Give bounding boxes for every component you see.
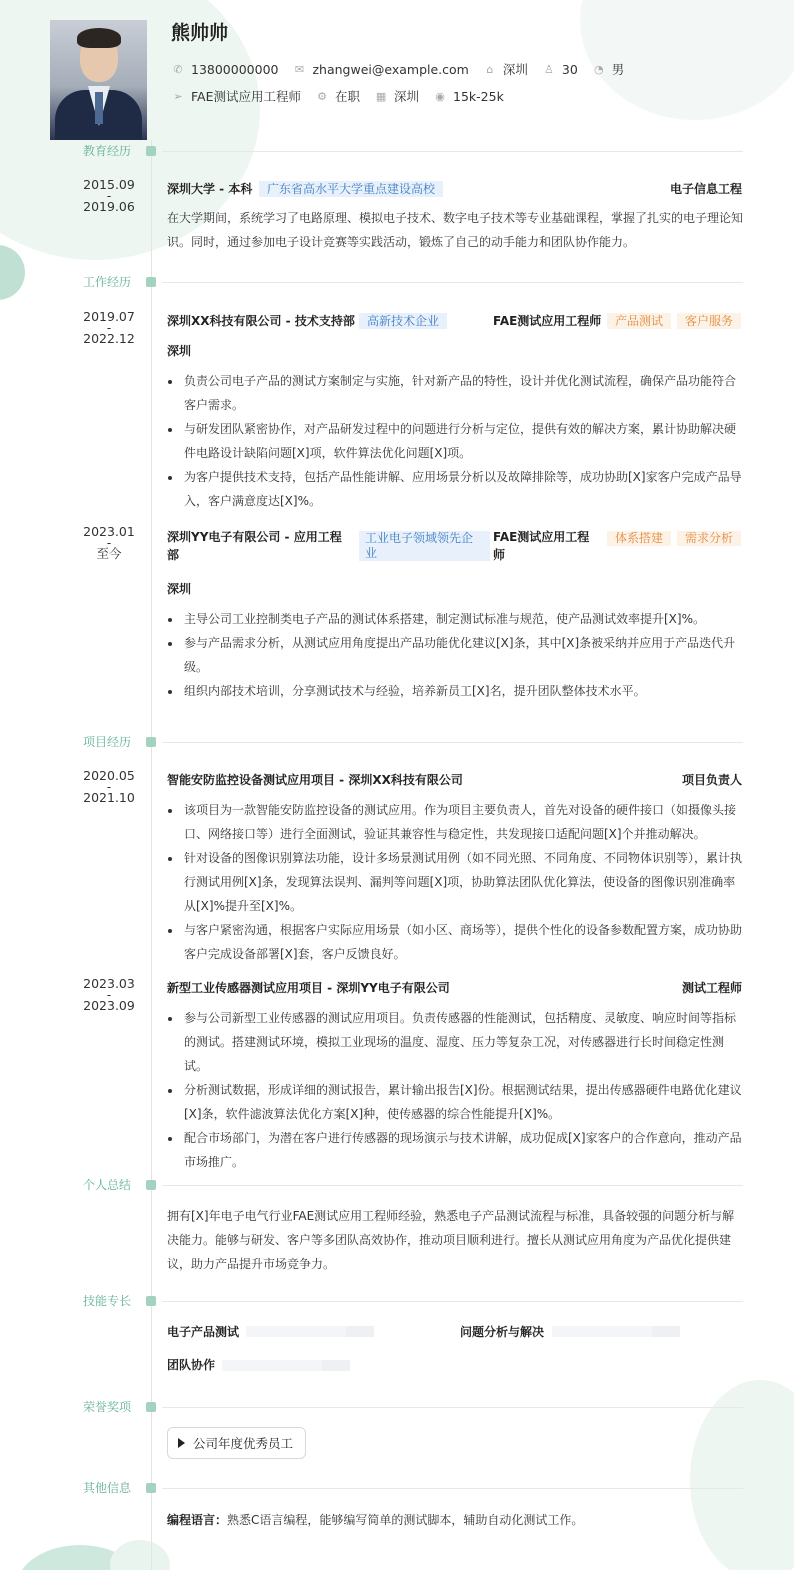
contact-row [171,59,638,79]
gear-icon: ⚙ [317,89,327,103]
list-item: 与研发团队紧密协作，对产品研发过程中的问题进行分析与定位，提供有效的解决方案，累计协助解决硬件电路设计缺陷问题[X]项，软件算法优化问题[X]项。 [167,417,743,465]
send-icon: ➢ [173,89,183,103]
work-city: 深圳 [167,344,192,358]
list-item: 分析测试数据，形成详细的测试报告，累计输出报告[X]份。根据测试结果，提出传感器硬件电路优化建议[X]条，软件滤波算法优化方案[X]种，使传感器的综合性能提升[X]%。 [167,1078,743,1126]
project-role: 测试工程师 [681,981,742,995]
work-date: 2023.01 - 至今 [83,524,135,561]
list-item: 主导公司工业控制类电子产品的测试体系搭建，制定测试标准与规范，使产品测试效率提升[X]%。 [167,607,743,631]
section-title: 荣誉奖项 [83,1400,132,1414]
target-city-text: 深圳 [394,89,420,104]
decorative-blob [0,245,25,300]
age-icon: ♙ [543,62,554,76]
work-company: 深圳XX科技有限公司 - 技术支持部 [167,314,355,328]
project-role: 项目负责人 [681,773,742,787]
section-work [0,274,794,290]
work-company-tag: 高新技术企业 [359,313,447,329]
edu-start: 2015.09 [83,177,135,192]
phone-icon: ✆ [173,62,183,76]
salary-icon: ◉ [435,89,445,103]
section-title: 技能专长 [83,1294,132,1308]
skill-name: 问题分析与解决 [460,1325,545,1339]
project-name: 新型工业传感器测试应用项目 - 深圳YY电子有限公司 [167,981,450,995]
project-bullets [167,798,743,966]
section-title: 工作经历 [83,275,132,289]
salary-text: 15k-25k [453,88,504,104]
section-summary [0,1177,794,1193]
edu-tag: 广东省高水平大学重点建设高校 [259,181,443,197]
gender-icon: ◔ [593,62,604,76]
project-start: 2023.03 [83,976,135,991]
edu-desc: 在大学期间，系统学习了电路原理、模拟电子技术、数字电子技术等专业基础课程，掌握了扎实的电子理论知识。同时，通过参加电子设计竞赛等实践活动，锻炼了自己的动手能力和团队协作能力。 [167,211,744,249]
project-end: 2021.10 [83,790,135,805]
work-bullets [167,369,743,513]
other-text: 熟悉C语言编程，能够编写简单的测试脚本，辅助自动化测试工作。 [227,1513,584,1527]
work-end: 2022.12 [83,331,135,346]
list-item: 配合市场部门，为潜在客户进行传感器的现场演示与技术讲解，成功促成[X]家客户的合作意向，推动产品市场推广。 [167,1126,743,1174]
play-icon [178,1438,185,1448]
section-title: 教育经历 [83,144,132,158]
list-item: 参与产品需求分析，从测试应用角度提出产品功能优化建议[X]条，其中[X]条被采纳并应用于产品迭代升级。 [167,631,743,679]
section-other [0,1480,794,1496]
building-icon: ▦ [375,89,387,103]
other-info [167,1511,583,1529]
list-item: 与客户紧密沟通，根据客户实际应用场景（如小区、商场等），提供个性化的设备参数配置方案，成功协助客户完成设备部署[X]套，客户反馈良好。 [167,918,743,966]
other-label: 编程语言： [167,1513,228,1527]
work-title: FAE测试应用工程师 [493,314,602,328]
edu-date: 2015.09 - 2019.06 [83,177,135,214]
project-start: 2020.05 [83,768,135,783]
work-company: 深圳YY电子有限公司 - 应用工程部 [167,530,342,562]
list-item: 针对设备的图像识别算法功能，设计多场景测试用例（如不同光照、不同角度、不同物体识别等），累计执行测试用例[X]条，发现算法误判、漏判等问题[X]项，协助算法团队优化算法，使设备的图像识别准确率从[X]%提升至[X]%。 [167,846,743,918]
section-awards [0,1399,794,1415]
work-end: 至今 [96,546,122,561]
list-item: 为客户提供技术支持，包括产品性能讲解、应用场景分析以及故障排除等，成功协助[X]家客户完成产品导入，客户满意度达[X]%。 [167,465,743,513]
profile-name: 熊帅帅 [171,22,229,44]
award-text: 公司年度优秀员工 [193,1436,294,1451]
section-title: 其他信息 [83,1481,132,1495]
section-projects [0,734,794,750]
skill-bar [222,1360,350,1371]
section-title: 个人总结 [83,1178,132,1192]
phone-text: 13800000000 [191,61,279,77]
project-end: 2023.09 [83,998,135,1013]
project-bullets [167,1006,743,1174]
work-city: 深圳 [167,582,192,596]
award-item[interactable] [167,1427,306,1459]
work-skill-tag: 产品测试 [607,313,671,329]
project-date: 2023.03 - 2023.09 [83,976,135,1013]
section-title: 项目经历 [83,735,132,749]
list-item: 负责公司电子产品的测试方案制定与实施，针对新产品的特性，设计并优化测试流程，确保产品功能符合客户需求。 [167,369,743,417]
job-intent-row [171,86,518,106]
list-item: 组织内部技术培训，分享测试技术与经验，培养新员工[X]名，提升团队整体技术水平。 [167,679,743,703]
list-item: 参与公司新型工业传感器的测试应用项目。负责传感器的性能测试，包括精度、灵敏度、响应时间等指标的测试。搭建测试环境，模拟工业现场的温度、湿度、压力等复杂工况，对传感器进行长时间稳定性测试。 [167,1006,743,1078]
email-text: zhangwei@example.com [312,61,469,77]
section-education [0,143,794,159]
work-company-tag: 工业电子领域领先企业 [359,531,490,561]
summary-text: 拥有[X]年电子电气行业FAE测试应用工程师经验，熟悉电子产品测试流程与标准，具备较强的问题分析与解决能力。能够与研发、客户等多团队高效协作，推动项目顺利进行。擅长从测试应用角度为产品优化提供建议，助力产品提升市场竞争力。 [167,1209,735,1271]
skill-name: 电子产品测试 [167,1325,240,1339]
work-date: 2019.07 - 2022.12 [83,309,135,346]
work-bullets [167,607,743,703]
skill-bar [552,1326,680,1337]
position-text: FAE测试应用工程师 [191,89,301,104]
skill-bar [246,1326,374,1337]
work-start: 2019.07 [83,309,135,324]
work-start: 2023.01 [83,524,135,539]
edu-end: 2019.06 [83,199,135,214]
timeline-line [151,140,152,1570]
status-text: 在职 [335,89,361,104]
work-title: FAE测试应用工程师 [493,530,590,562]
decorative-blob [110,1540,170,1570]
project-name: 智能安防监控设备测试应用项目 - 深圳XX科技有限公司 [167,773,463,787]
profile-photo [50,20,147,140]
project-date: 2020.05 - 2021.10 [83,768,135,805]
list-item: 该项目为一款智能安防监控设备的测试应用。作为项目主要负责人，首先对设备的硬件接口（如摄像头接口、网络接口等）进行全面测试，验证其兼容性与稳定性，共发现接口适配问题[X]个并推动解决。 [167,798,743,846]
edu-major: 电子信息工程 [669,182,742,196]
city-text: 深圳 [502,62,528,77]
skill-name: 团队协作 [167,1358,216,1372]
work-skill-tag: 体系搭建 [607,531,671,546]
age-text: 30 [561,61,578,77]
home-icon: ⌂ [486,62,494,76]
gender-text: 男 [611,62,625,77]
section-skills [0,1293,794,1309]
mail-icon: ✉ [294,62,305,76]
work-skill-tag: 客户服务 [677,313,741,329]
edu-school: 深圳大学 - 本科 [167,182,253,196]
work-skill-tag: 需求分析 [677,531,741,546]
